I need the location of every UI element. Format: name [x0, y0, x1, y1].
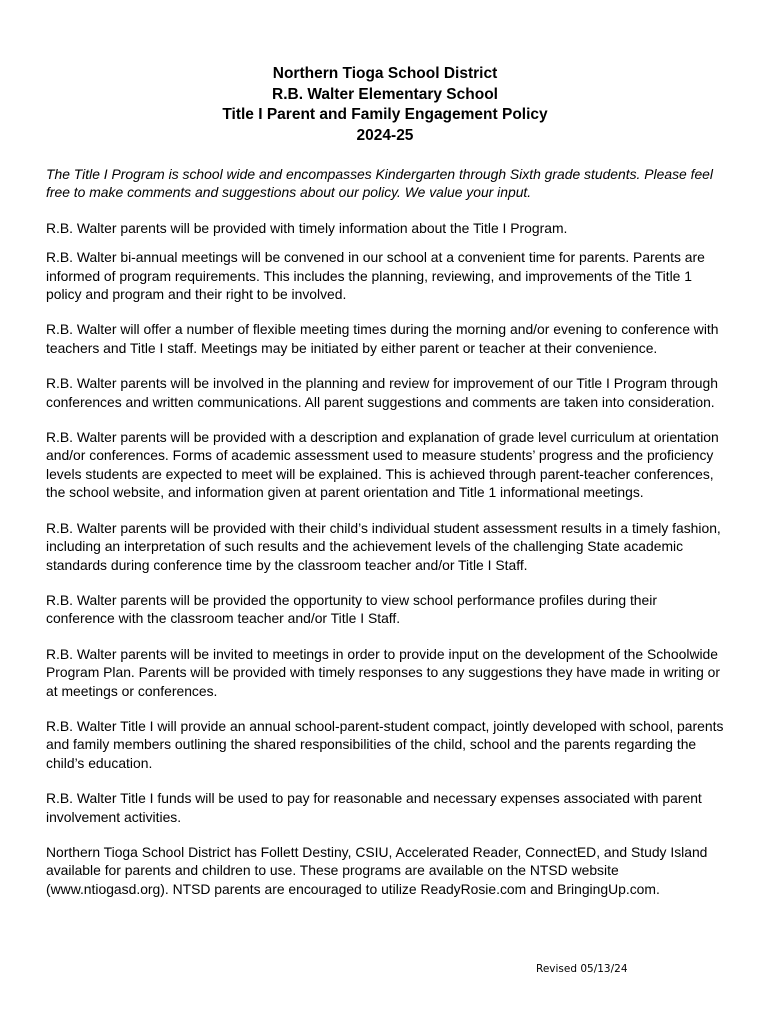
document-header	[0, 64, 770, 146]
paragraph-performance-profiles: R.B. Walter parents will be provided the opportunity to view school performance profiles during their conference with the classroom teacher and/or Title I Staff.	[46, 591, 657, 627]
revised-date: Revised 05/13/24	[536, 963, 628, 975]
school-name: R.B. Walter Elementary School	[272, 85, 498, 103]
paragraph-bi-annual-meetings: R.B. Walter bi-annual meetings will be convened in our school at a convenient time for parents. Parents are informed of program requirements. This includes the planning, reviewing, and improvements of the Title 1 policy and program and their right to be involved.	[46, 249, 705, 303]
policy-title: Title I Parent and Family Engagement Policy	[222, 106, 548, 123]
paragraph-schoolwide-plan: R.B. Walter parents will be invited to meetings in order to provide input on the development of the Schoolwide Program Plan. Parents will be provided with timely responses to any suggestions they have made in writing or at meetings or conferences.	[46, 645, 721, 699]
paragraph-funds: R.B. Walter Title I funds will be used to pay for reasonable and necessary expenses associated with parent involvement activities.	[46, 790, 702, 825]
paragraph-flexible-meetings: R.B. Walter will offer a number of flexible meeting times during the morning and/or evening to conference with teachers and Title I staff. Meetings may be initiated by either parent or teacher at their convenience.	[46, 321, 719, 356]
document-body	[46, 165, 728, 915]
intro-paragraph: The Title I Program is school wide and encompasses Kindergarten through Sixth grade students. Please feel free to make comments and suggestions about our policy. We value your input.	[46, 166, 713, 201]
paragraph-compact: R.B. Walter Title I will provide an annual school-parent-student compact, jointly developed with school, parents and family members outlining the shared responsibilities of the child, school and the parents regarding the child’s education.	[46, 717, 724, 771]
paragraph-timely-information: R.B. Walter parents will be provided with timely information about the Title I Program.	[46, 219, 568, 236]
paragraph-programs: Northern Tioga School District has Follett Destiny, CSIU, Accelerated Reader, ConnectED, and Study Island available for parents and children to use. These programs are available on the NTSD website (www.ntiogasd.org). NTSD parents are encouraged to utilize ReadyRosie.com and BringingUp.com.	[46, 843, 708, 897]
paragraph-planning-review: R.B. Walter parents will be involved in the planning and review for improvement of our Title I Program through conferences and written communications. All parent suggestions and comments are taken into consideration.	[46, 375, 718, 410]
paragraph-curriculum: R.B. Walter parents will be provided with a description and explanation of grade level curriculum at orientation and/or conferences. Forms of academic assessment used to measure students’ progress and the proficiency levels students are expected to meet will be explained. This is achieved through parent-teacher conferences, the school website, and information given at parent orientation and Title 1 informational meetings.	[46, 429, 719, 501]
paragraph-assessment-results: R.B. Walter parents will be provided with their child’s individual student assessment results in a timely fashion, including an interpretation of such results and the achievement levels of the challenging State academic standards during conference time by the classroom teacher and/or Title I Staff.	[46, 519, 721, 573]
school-year: 2024-25	[356, 126, 414, 144]
district-name: Northern Tioga School District	[272, 65, 498, 82]
